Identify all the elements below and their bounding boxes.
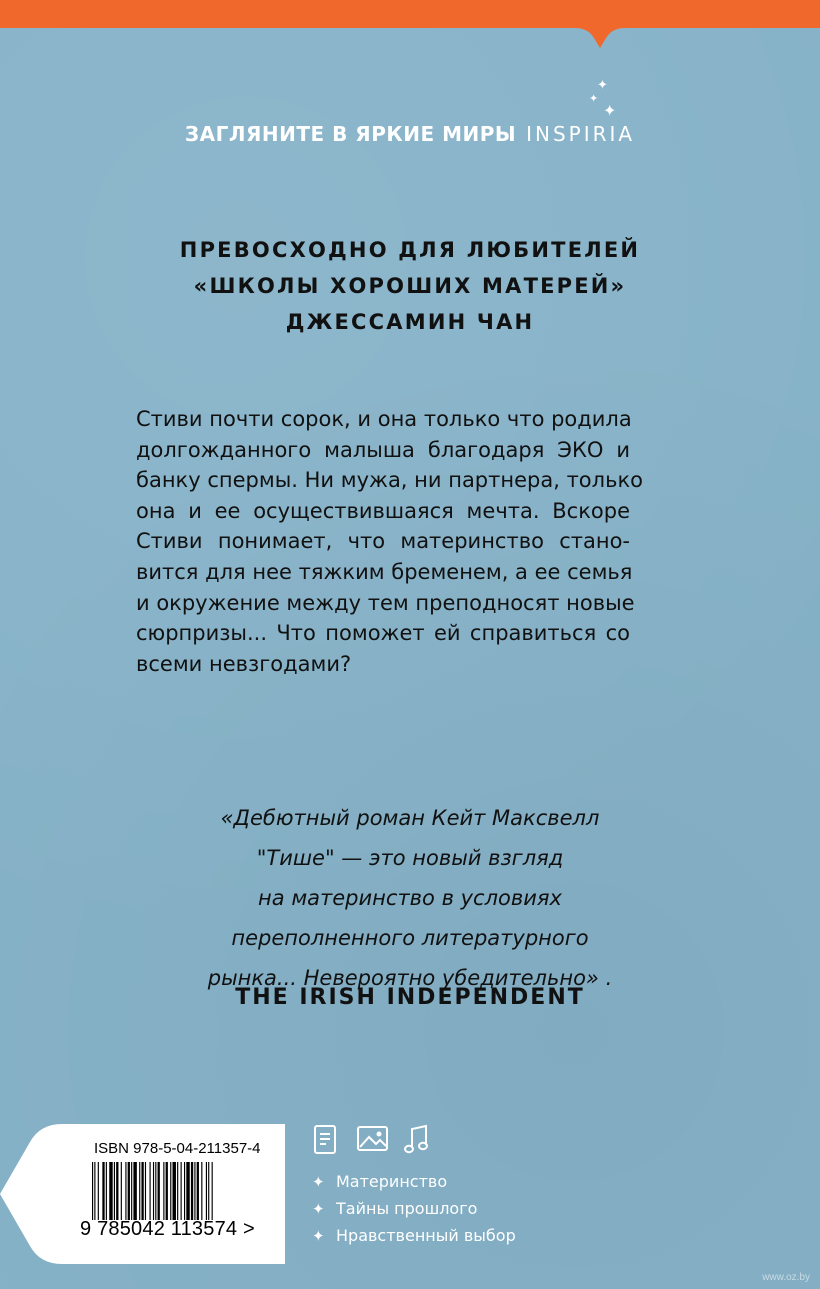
- barcode-bar: [98, 1162, 99, 1220]
- barcode-bar: [186, 1162, 189, 1220]
- barcode-bar: [114, 1162, 115, 1220]
- barcode-bar: [109, 1162, 112, 1220]
- barcode-bar: [197, 1162, 199, 1220]
- description-line: Стиви понимает, что материнство стано-: [136, 529, 630, 554]
- barcode-bar: [212, 1162, 213, 1220]
- barcode-bar: [173, 1162, 176, 1220]
- barcode-bars: [92, 1162, 268, 1220]
- barcode-bar: [163, 1162, 164, 1220]
- music-note-icon: [402, 1124, 430, 1156]
- book-icon: [312, 1124, 340, 1156]
- top-color-band: [0, 0, 820, 50]
- publisher-brand: INSPIRIA: [526, 122, 636, 146]
- barcode-bar: [206, 1162, 207, 1220]
- headline-line: «ШКОЛЫ ХОРОШИХ МАТЕРЕЙ»: [193, 274, 627, 298]
- sparkle-icon: ✦: [312, 1173, 325, 1191]
- barcode-bar: [133, 1162, 136, 1220]
- barcode-bar: [177, 1162, 178, 1220]
- barcode-bar: [201, 1162, 202, 1220]
- barcode-bar: [139, 1162, 140, 1220]
- quote-source: THE IRISH INDEPENDENT: [235, 985, 585, 1010]
- recommendation-headline: [0, 232, 820, 340]
- description-line: Стиви почти сорок, и она только что родила: [136, 407, 632, 431]
- series-header: [0, 122, 820, 146]
- quote-line: на материнство в условиях: [258, 886, 562, 910]
- barcode-bar: [131, 1162, 132, 1220]
- description-line: вится для нее тяжким бременем, а ее семья: [136, 559, 633, 584]
- barcode-bar: [116, 1162, 118, 1220]
- sparkle-icon: ✦: [603, 101, 617, 120]
- description-line: сюрпризы... Что поможет ей справиться со: [136, 621, 630, 646]
- barcode-bar: [170, 1162, 171, 1220]
- quote-line: рынка... Невероятно убедительно» .: [207, 966, 613, 990]
- sparkle-icon: ✦: [312, 1200, 325, 1218]
- barcode-bar: [155, 1162, 156, 1220]
- barcode-bar: [166, 1162, 168, 1220]
- series-tagline: ЗАГЛЯНИТЕ В ЯРКИЕ МИРЫ: [184, 122, 517, 146]
- tag-label: Материнство: [336, 1172, 448, 1191]
- headline-line: ДЖЕССАМИН ЧАН: [285, 310, 535, 334]
- description-line: банку спермы. Ни мужа, ни партнера, только: [136, 468, 643, 493]
- barcode-bar: [153, 1162, 154, 1220]
- barcode-bar: [208, 1162, 209, 1220]
- sparkle-icon: ✦: [597, 78, 608, 93]
- barcode-bar: [128, 1162, 130, 1220]
- quote-line: «Дебютный роман Кейт Максвелл: [220, 806, 600, 830]
- description-line: всеми невзгодами?: [136, 651, 352, 676]
- barcode-bar: [102, 1162, 104, 1220]
- barcode-bar: [191, 1162, 193, 1220]
- sparkle-icon: ✦: [589, 92, 599, 105]
- barcode-bar: [158, 1162, 160, 1220]
- barcode-bar: [184, 1162, 185, 1220]
- barcode-bar: [145, 1162, 146, 1220]
- tag-label: Нравственный выбор: [336, 1226, 516, 1245]
- isbn-label: ISBN 978-5-04-211357-4: [94, 1140, 261, 1157]
- barcode-bar: [181, 1162, 182, 1220]
- barcode-bar: [141, 1162, 143, 1220]
- barcode-bar: [150, 1162, 151, 1220]
- press-quote: [0, 798, 820, 998]
- barcode-bar: [106, 1162, 107, 1220]
- barcode-bar: [125, 1162, 126, 1220]
- book-description: [136, 404, 643, 679]
- sparkle-icon: ✦: [312, 1227, 325, 1245]
- tag-label: Тайны прошлого: [336, 1199, 478, 1218]
- barcode-bar: [92, 1162, 93, 1220]
- quote-line: "Тише" — это новый взгляд: [256, 846, 564, 870]
- barcode-bar: [94, 1162, 95, 1220]
- barcode-bar: [194, 1162, 195, 1220]
- quote-line: переполненного литературного: [231, 926, 589, 950]
- barcode-bar: [121, 1162, 122, 1220]
- image-icon: [356, 1124, 390, 1154]
- description-line: и окружение между тем преподносят новые: [136, 590, 635, 615]
- barcode-digits: 9 785042 113574 >: [80, 1218, 255, 1240]
- description-line: долгожданного малыша благодаря ЭКО и: [136, 437, 630, 462]
- watermark: www.oz.by: [762, 1272, 810, 1283]
- description-line: она и ее осуществившаяся мечта. Вскоре: [136, 498, 630, 523]
- headline-line: ПРЕВОСХОДНО ДЛЯ ЛЮБИТЕЛЕЙ: [179, 238, 641, 262]
